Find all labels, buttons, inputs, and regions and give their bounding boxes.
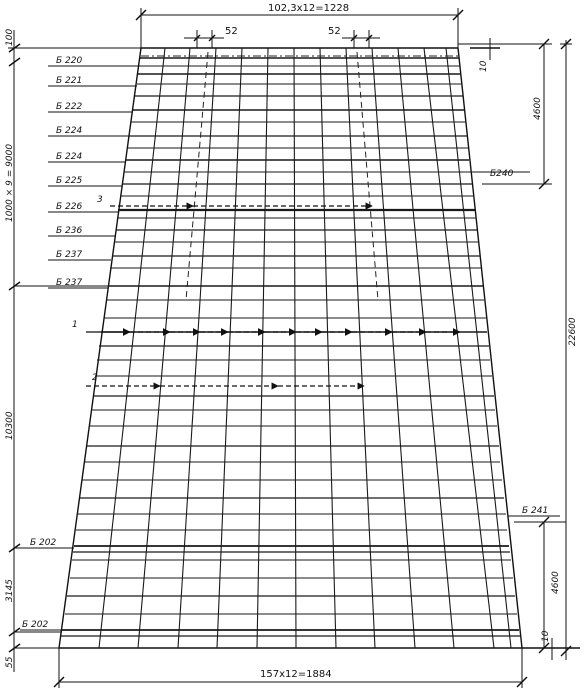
- bar-label-b224a: Б 224: [56, 126, 83, 136]
- bar-label-b221: Б 221: [56, 76, 83, 86]
- horizontal-bars: [61, 58, 520, 636]
- bar-label-b224b: Б 224: [56, 152, 83, 162]
- bottom-dimension: [54, 648, 527, 688]
- top-width-label: 102,3x12=1228: [268, 3, 350, 14]
- offset-dimensions: [184, 30, 380, 48]
- top-strip-label: 100: [5, 28, 15, 46]
- bar-label-b226: Б 226: [56, 202, 83, 212]
- bar-label-b237b: Б 237: [56, 278, 83, 288]
- upper-right-label: 4600: [533, 97, 543, 120]
- marker-1: 1: [72, 320, 78, 330]
- total-height-label: 22600: [568, 317, 578, 346]
- bar-label-b202b: Б 202: [22, 620, 49, 630]
- outline: [59, 48, 522, 648]
- bar-label-b222: Б 222: [56, 102, 83, 112]
- lower-label: 3145: [5, 579, 15, 602]
- top-dimension: [136, 8, 463, 48]
- bar-label-b241: Б 241: [522, 506, 549, 516]
- bar-label-b225: Б 225: [56, 176, 83, 186]
- bar-label-b236: Б 236: [56, 226, 83, 236]
- marker-3: 3: [97, 195, 103, 205]
- gap-top-label: 10: [479, 60, 489, 72]
- offset-right-label: 52: [328, 26, 341, 37]
- upper-rows-label: 1000 × 9 = 9000: [5, 143, 15, 222]
- bottom-strip-label: 55: [5, 656, 15, 668]
- middle-label: 10300: [5, 411, 15, 440]
- right-dimension: [458, 38, 580, 660]
- lower-right-label: 4600: [551, 571, 561, 594]
- vertical-bars: [99, 48, 511, 648]
- right-bar-leaders: [472, 172, 560, 516]
- bar-label-b237a: Б 237: [56, 250, 83, 260]
- bar-label-b220: Б 220: [56, 56, 83, 66]
- bar-label-b240: Б240: [490, 169, 514, 179]
- bar-label-b202a: Б 202: [30, 538, 57, 548]
- bottom-width-label: 157x12=1884: [260, 669, 332, 680]
- gap-bottom-label: 10: [541, 630, 551, 642]
- offset-left-label: 52: [225, 26, 238, 37]
- marker-2: 2: [92, 373, 98, 383]
